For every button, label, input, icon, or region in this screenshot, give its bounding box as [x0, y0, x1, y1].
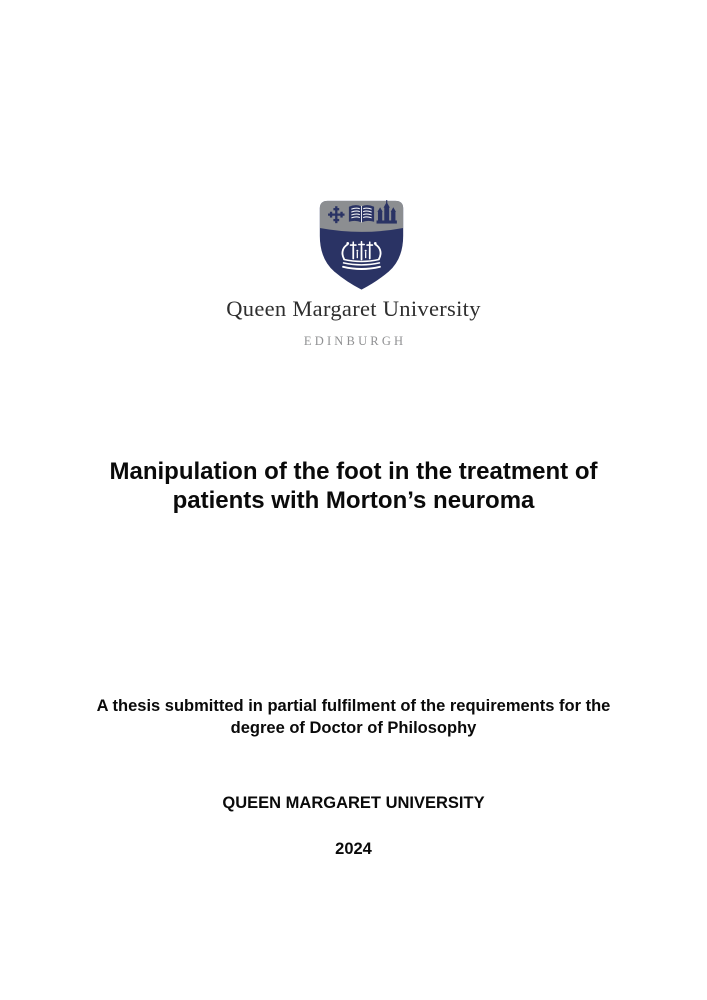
thesis-title-line1: Manipulation of the foot in the treatment of [109, 458, 598, 485]
thesis-title-line2: patients with Morton’s neuroma [172, 486, 535, 514]
publication-year: 2024 [335, 840, 372, 858]
submission-statement-line2: degree of Doctor of Philosophy [230, 718, 477, 737]
qmu-crest [313, 197, 410, 292]
submission-statement-line1: A thesis submitted in partial fulfilment of the requirements for the [96, 697, 611, 715]
institution-name: QUEEN MARGARET UNIVERSITY [222, 794, 485, 812]
university-city: EDINBURGH [303, 334, 407, 348]
university-wordmark: Queen Margaret University [226, 296, 481, 321]
submission-statement [0, 696, 707, 739]
open-book-icon [348, 205, 373, 222]
thesis-title [0, 458, 707, 515]
shield-icon [313, 197, 410, 292]
